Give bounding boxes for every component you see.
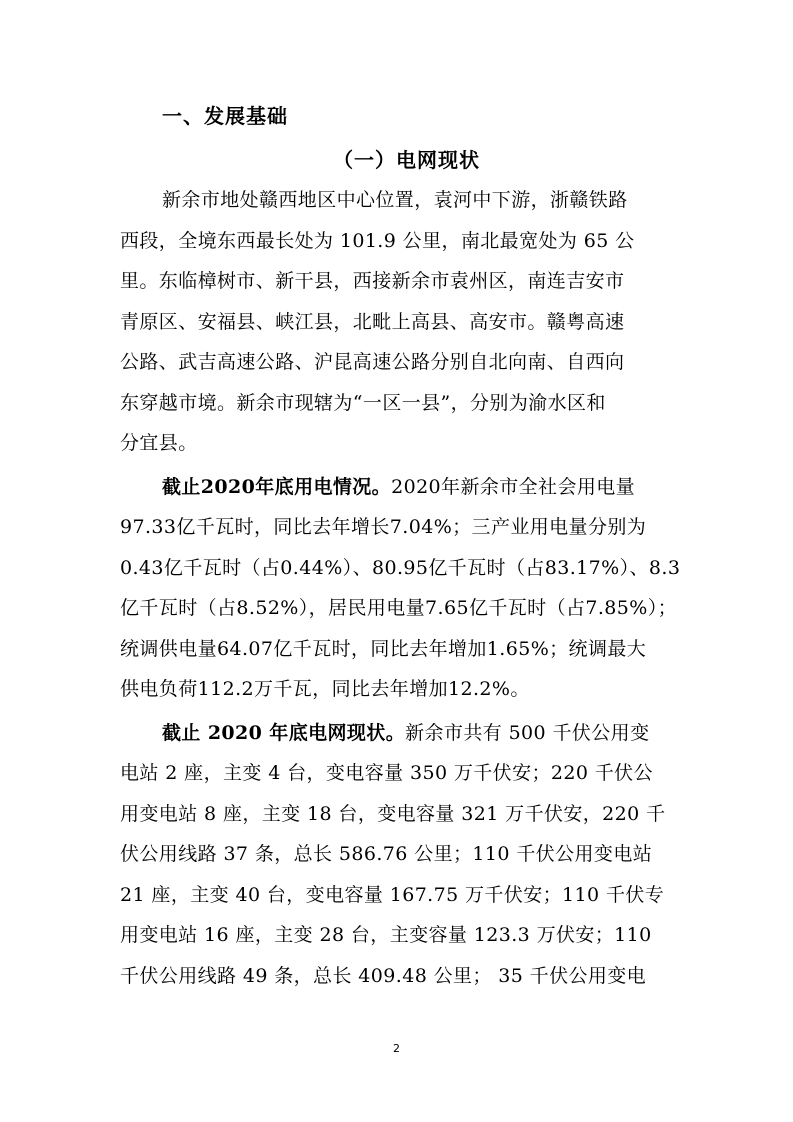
paragraph-text: 2020年新余市全社会用电量 (391, 475, 636, 498)
paragraph-line: 新余市地处赣西地区中心位置，袁河中下游，浙赣铁路 (162, 189, 628, 211)
paragraph-line: 千伏公用线路 49 条，总长 409.48 公里； 35 千伏公用变电 (120, 964, 647, 987)
paragraph-line: 供电负荷112.2万千瓦，同比去年增加12.2%。 (120, 678, 530, 700)
paragraph-line: 青原区、安福县、峡江县，北毗上高县、高安市。赣粤高速 (120, 310, 625, 333)
paragraph-lead: 截止2020年底用电情况。 (162, 475, 392, 498)
paragraph-line: 公路、武吉高速公路、沪昆高速公路分别自北向南、自西向 (120, 351, 625, 373)
paragraph-line: 东穿越市境。新余市现辖为“一区一县”，分别为渝水区和 (120, 391, 606, 414)
paragraph-line: 西段，全境东西最长处为 101.9 公里，南北最宽处为 65 公 (120, 229, 635, 252)
paragraph-line: 亿千瓦时（占8.52%），居民用电量7.65亿千瓦时（占7.85%）； (120, 597, 678, 619)
paragraph-line: 统调供电量64.07亿千瓦时，同比去年增加1.65%；统调最大 (120, 637, 647, 660)
paragraph-line (120, 467, 680, 508)
paragraph-line: 用变电站 8 座，主变 18 台，变电容量 321 万千伏安，220 千 (120, 802, 666, 825)
paragraph-line: 0.43亿千瓦时（占0.44%）、80.95亿千瓦时（占83.17%）、8.3 (120, 556, 681, 579)
paragraph-text: 新余市共有 500 千伏公用变 (405, 721, 650, 744)
paragraph-line: 用变电站 16 座，主变 28 台，主变容量 123.3 万伏安；110 (120, 924, 652, 946)
subsection-heading: （一）电网现状 (333, 148, 480, 172)
paragraph-line: 21 座，主变 40 台，变电容量 167.75 万千伏安；110 千伏专 (120, 883, 665, 906)
paragraph-line: 伏公用线路 37 条，总长 586.76 公里；110 千伏公用变电站 (120, 843, 653, 865)
paragraph-line: 里。东临樟树市、新干县，西接新余市袁州区，南连吉安市 (120, 270, 625, 292)
paragraph-line: 电站 2 座，主变 4 台，变电容量 350 万千伏安；220 千伏公 (120, 762, 653, 784)
paragraph-lead: 截止 2020 年底电网现状。 (162, 721, 406, 744)
section-heading: 一、发展基础 (162, 104, 288, 128)
paragraph-line: 分宜县。 (120, 432, 198, 454)
paragraph-line: 97.33亿千瓦时，同比去年增长7.04%；三产业用电量分别为 (120, 516, 647, 538)
body-text (120, 180, 680, 996)
page-number: 2 (393, 1042, 400, 1055)
paragraph-line (120, 713, 680, 754)
